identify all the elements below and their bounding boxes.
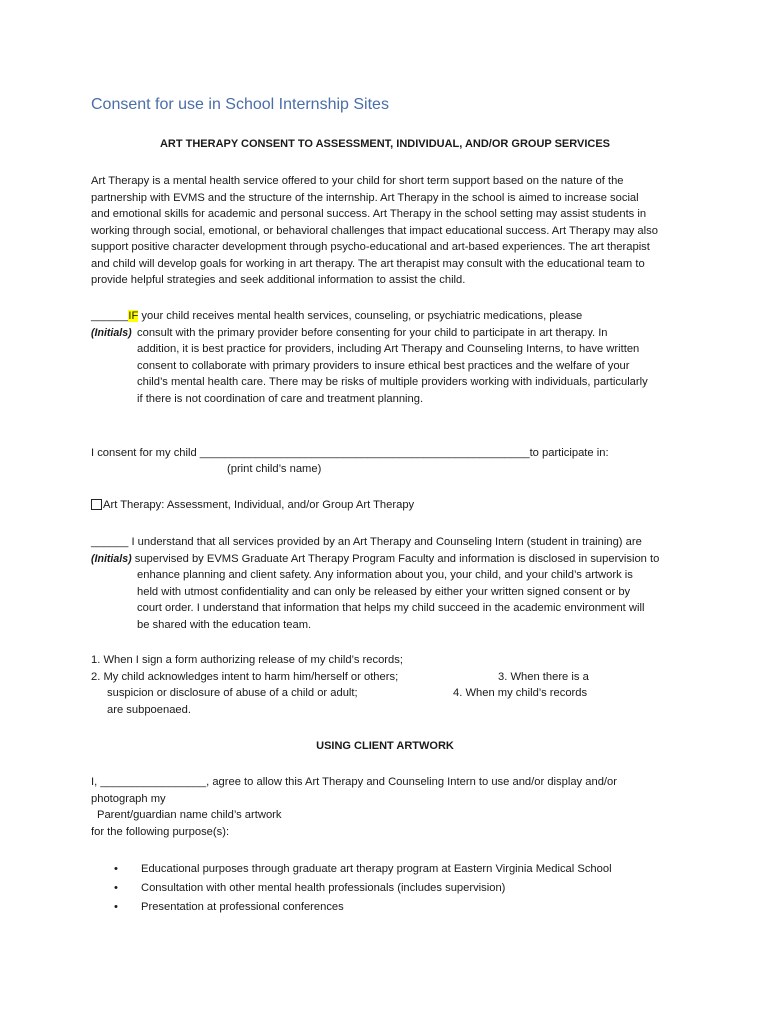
child-name-line[interactable]: I consent for my child _____________________________________________________to participate in: — [91, 447, 609, 459]
block1-first-line — [91, 308, 582, 325]
guardian-name-line[interactable]: I, _________________, agree to allow this Art Therapy and Counseling Intern to use and/or display and/or — [91, 776, 617, 788]
block1-line: child’s mental health care. There may be risks of multiple providers working with individuals, particularly — [137, 376, 648, 388]
numbered-item-2: 2. My child acknowledges intent to harm him/herself or others; — [91, 670, 399, 683]
block2-first-line[interactable]: ______ I understand that all services provided by an Art Therapy and Counseling Intern (student in training) are — [91, 536, 642, 548]
intro-line: working through social, emotional, or behavioral challenges that impact educational success. Art Therapy may also — [91, 224, 658, 237]
intro-line: partnership with EVMS and the structure of the internship. Art Therapy in the school is aimed to increase social — [91, 191, 639, 204]
initials-label: (Initials) — [91, 552, 132, 565]
block1-line: addition, it is best practice for providers, including Art Therapy and Counseling Interns, to have written — [137, 343, 640, 355]
artwork-purpose-intro: for the following purpose(s): — [91, 825, 230, 838]
child-name-caption: (print child’s name) — [227, 463, 322, 475]
block1-first-text: your child receives mental health services, counseling, or psychiatric medications, please — [138, 310, 583, 322]
block2-line: be shared with the education team. — [137, 618, 312, 631]
numbered-item-4: 4. When my child’s records — [453, 687, 588, 699]
purpose-item: Consultation with other mental health professionals (includes supervision) — [141, 882, 506, 894]
numbered-item-4-cont: are subpoenaed. — [107, 703, 191, 716]
block1-second-line — [91, 325, 132, 342]
block1-line: consent to collaborate with primary providers to insure ethical best practices and the welfare of your — [137, 359, 630, 372]
block1-second-text: consult with the primary provider before consenting for your child to participate in art therapy. In — [137, 326, 608, 339]
block2-line: court order. I understand that information that helps my child succeed in the academic environment will — [137, 602, 645, 614]
artwork-caption: Parent/guardian name child’s artwork — [97, 809, 282, 821]
block1-line: if there is not coordination of care and treatment planning. — [137, 392, 424, 405]
highlighted-if: IF — [128, 310, 139, 322]
block2-second-text: supervised by EVMS Graduate Art Therapy Program Faculty and information is disclosed in supervision to — [131, 552, 660, 565]
checkbox-label: Art Therapy: Assessment, Individual, and/or Group Art Therapy — [103, 499, 415, 511]
art-therapy-option[interactable] — [91, 497, 414, 514]
block2-line: enhance planning and client safety. Any information about you, your child, and your child’s artwork is — [137, 569, 633, 581]
page-heading: Consent for use in School Internship Sites — [91, 96, 389, 113]
intro-paragraph — [91, 173, 691, 289]
numbered-item-1: 1. When I sign a form authorizing release of my child’s records; — [91, 654, 403, 666]
block2-second-line — [91, 551, 659, 568]
initials-blank[interactable]: ______ — [91, 310, 129, 322]
initials-label: (Initials) — [91, 326, 132, 339]
purpose-item: Educational purposes through graduate art therapy program at Eastern Virginia Medical School — [141, 863, 612, 875]
bullet-dot: • — [114, 863, 118, 875]
intro-line: and emotional skills for academic and personal success. Art Therapy in the school setting may assist students in — [91, 208, 647, 220]
intro-line: and child will develop goals for working in art therapy. The art therapist may consult with the educational team to — [91, 257, 645, 270]
intro-line: Art Therapy is a mental health service offered to your child for short term support based on the nature of the — [91, 175, 624, 187]
block2-continuation — [137, 567, 644, 633]
art-therapy-checkbox[interactable] — [91, 499, 102, 510]
artwork-section-title: USING CLIENT ARTWORK — [316, 740, 454, 752]
block1-continuation — [137, 341, 648, 407]
numbered-item-2-cont: suspicion or disclosure of abuse of a child or adult; — [107, 687, 358, 699]
block2-line: held with utmost confidentiality and can only be released by either your written signed consent or by — [137, 585, 631, 598]
numbered-item-3: 3. When there is a — [498, 670, 589, 683]
form-title: ART THERAPY CONSENT TO ASSESSMENT, INDIVIDUAL, AND/OR GROUP SERVICES — [159, 138, 611, 150]
purpose-item: Presentation at professional conferences — [141, 901, 344, 913]
artwork-line: photograph my — [91, 792, 166, 805]
bullet-dot: • — [114, 901, 118, 913]
intro-line: provide helpful strategies and seek additional information to assist the child. — [91, 274, 466, 286]
bullet-dot: • — [114, 882, 118, 894]
intro-line: support positive character development through psycho-educational and art-based experiences. The art therapist — [91, 241, 650, 253]
